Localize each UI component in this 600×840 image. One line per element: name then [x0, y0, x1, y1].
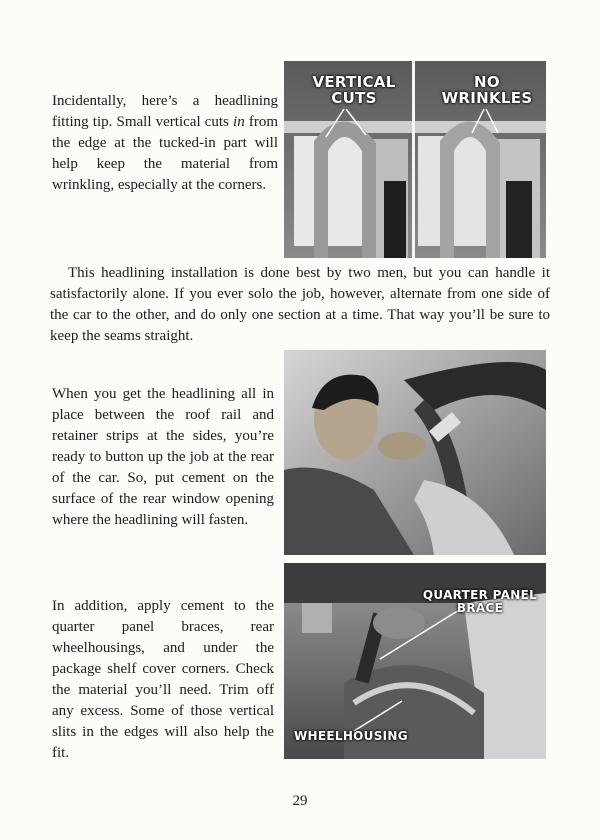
mechanic-photo-art: [284, 350, 546, 555]
headlining-tip-paragraph: [52, 91, 278, 196]
tip-text-start: Incidentally, here’s a headlining fitting tip. Small vertical cuts: [52, 93, 278, 130]
no-wrinkles-label: NO WRINKLES: [441, 73, 533, 107]
vertical-cuts-label: VERTICAL CUTS: [312, 73, 396, 107]
rear-window-paragraph: When you get the headlining all in place between the roof rail and retainer strips at the sides, you’re ready to button up the job at the rear of the car. So, put cement on the surface of the rear window opening where the headlining will fasten.: [52, 386, 274, 528]
wheelhousing-label: WHEELHOUSING: [294, 729, 408, 743]
tip-text-end: from the edge at the tucked-in part will help keep the material from wrinkling, especially at the corners.: [52, 114, 278, 193]
quarter-panel-photo: [284, 563, 546, 759]
page-number: 29: [292, 793, 308, 809]
quarter-panel-brace-label: QUARTER PANEL BRACE: [422, 588, 538, 615]
installation-paragraph: This headlining installation is done best by two men, but you can handle it satisfactorily alone. If you ever solo the job, however, alternate from one side of the car to the other, and do only one section at a time. That way you’ll be sure to keep the seams straight.: [50, 265, 550, 344]
cement-paragraph: In addition, apply cement to the quarter panel braces, rear wheelhousings, and under the package shelf cover corners. Check the material you’ll need. Trim off any excess. Some of those vertical slits in the edges will also help the fit.: [52, 598, 274, 761]
mechanic-photo: [284, 350, 546, 555]
vertical-cuts-photo: [284, 61, 546, 258]
tip-text-emphasis: in: [233, 114, 245, 130]
